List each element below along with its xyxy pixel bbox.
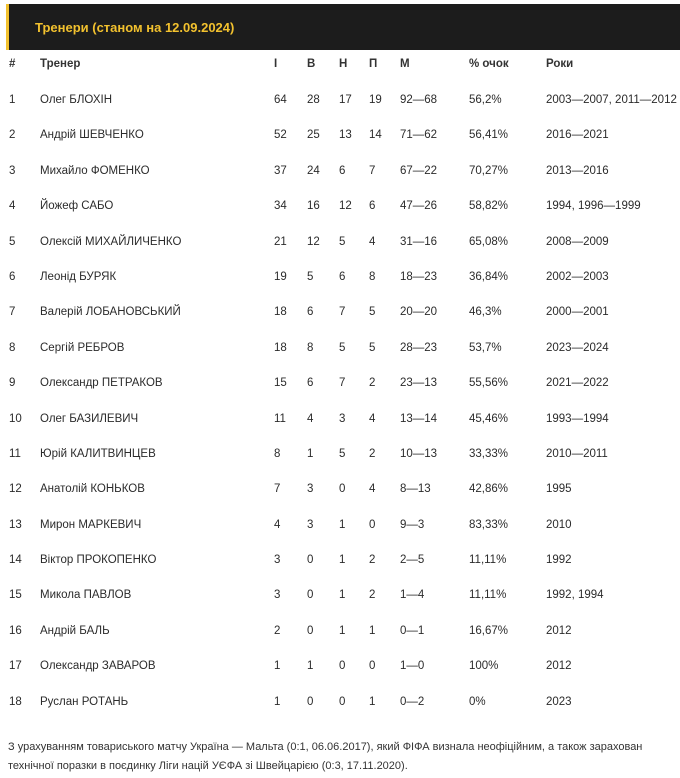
cell-coach: Мирон МАРКЕВИЧ — [40, 518, 142, 531]
cell-losses: 8 — [369, 270, 376, 283]
cell-wins: 6 — [307, 377, 314, 390]
cell-losses: 0 — [369, 518, 376, 531]
cell-draws: 5 — [339, 447, 346, 460]
cell-years: 2003—2007, 2011—2012 — [546, 94, 677, 106]
table-row — [0, 540, 680, 575]
cell-goals: 0—2 — [400, 695, 425, 708]
cell-wins: 0 — [307, 589, 314, 602]
cell-coach: Андрій БАЛЬ — [40, 624, 110, 637]
cell-games: 64 — [274, 94, 287, 106]
cell-losses: 4 — [369, 235, 376, 248]
cell-wins: 6 — [307, 306, 314, 319]
table-row — [0, 186, 680, 221]
cell-wins: 0 — [307, 695, 314, 708]
cell-goals: 13—14 — [400, 412, 438, 425]
cell-coach: Михайло ФОМЕНКО — [40, 164, 150, 177]
cell-wins: 12 — [307, 235, 320, 248]
cell-games: 18 — [274, 306, 287, 319]
cell-draws: 7 — [339, 306, 346, 319]
cell-coach: Олександр ЗАВАРОВ — [40, 660, 156, 673]
cell-draws: 5 — [339, 235, 346, 248]
table-row — [0, 292, 680, 327]
cell-losses: 4 — [369, 483, 376, 496]
column-header-coach: Тренер — [40, 58, 81, 70]
cell-points-pct: 65,08% — [469, 235, 509, 248]
cell-years: 2016—2021 — [546, 129, 609, 142]
cell-coach: Микола ПАВЛОВ — [40, 589, 132, 602]
footnote-line-2: технічної поразки в поєдинку Ліги націй УЄФА зі Швейцарією (0:3, 17.11.2020). — [8, 760, 408, 772]
column-header-row — [0, 46, 680, 80]
cell-wins: 28 — [307, 94, 320, 106]
cell-losses: 2 — [369, 589, 376, 602]
cell-goals: 20—20 — [400, 306, 438, 319]
cell-rank: 6 — [9, 270, 16, 283]
table-row — [0, 682, 680, 717]
cell-points-pct: 56,2% — [469, 94, 502, 106]
cell-rank: 10 — [9, 412, 22, 425]
table-row — [0, 80, 680, 115]
cell-coach: Йожеф САБО — [40, 200, 114, 213]
cell-games: 3 — [274, 589, 281, 602]
cell-losses: 1 — [369, 624, 376, 637]
cell-goals: 8—13 — [400, 483, 431, 496]
cell-losses: 0 — [369, 660, 376, 673]
table-row — [0, 646, 680, 681]
cell-years: 2021—2022 — [546, 377, 609, 390]
cell-years: 2012 — [546, 624, 572, 637]
cell-points-pct: 33,33% — [469, 447, 509, 460]
cell-coach: Андрій ШЕВЧЕНКО — [40, 129, 144, 142]
cell-rank: 15 — [9, 589, 22, 602]
cell-goals: 47—26 — [400, 200, 438, 213]
cell-goals: 0—1 — [400, 624, 425, 637]
cell-rank: 9 — [9, 377, 16, 390]
cell-games: 1 — [274, 695, 281, 708]
cell-years: 1992 — [546, 554, 572, 567]
cell-points-pct: 58,82% — [469, 200, 509, 213]
table-row — [0, 611, 680, 646]
cell-goals: 28—23 — [400, 341, 438, 354]
column-header-points-pct: % очок — [469, 58, 509, 70]
cell-rank: 12 — [9, 483, 22, 496]
cell-wins: 0 — [307, 624, 314, 637]
cell-goals: 1—4 — [400, 589, 425, 602]
cell-goals: 9—3 — [400, 518, 425, 531]
cell-points-pct: 83,33% — [469, 518, 509, 531]
cell-goals: 67—22 — [400, 164, 438, 177]
cell-wins: 4 — [307, 412, 314, 425]
cell-years: 2010 — [546, 518, 572, 531]
cell-games: 8 — [274, 447, 281, 460]
cell-wins: 8 — [307, 341, 314, 354]
cell-wins: 3 — [307, 518, 314, 531]
cell-coach: Руслан РОТАНЬ — [40, 695, 129, 708]
column-header-wins: В — [307, 58, 316, 70]
cell-points-pct: 42,86% — [469, 483, 509, 496]
cell-wins: 1 — [307, 447, 314, 460]
cell-draws: 6 — [339, 164, 346, 177]
cell-goals: 10—13 — [400, 447, 438, 460]
table-row — [0, 222, 680, 257]
cell-losses: 19 — [369, 94, 382, 106]
footnote-line-1: З урахуванням товариського матчу Україна — Мальта (0:1, 06.06.2017), який ФІФА визнала неофіційним, а також зарахован — [8, 741, 643, 753]
cell-goals: 2—5 — [400, 554, 425, 567]
cell-games: 37 — [274, 164, 287, 177]
table-row — [0, 363, 680, 398]
cell-coach: Анатолій КОНЬКОВ — [40, 483, 145, 496]
cell-points-pct: 56,41% — [469, 129, 509, 142]
cell-games: 21 — [274, 235, 287, 248]
cell-losses: 5 — [369, 341, 376, 354]
cell-points-pct: 36,84% — [469, 270, 509, 283]
cell-points-pct: 16,67% — [469, 624, 509, 637]
cell-rank: 18 — [9, 695, 22, 708]
coaches-table — [0, 46, 680, 717]
table-row — [0, 505, 680, 540]
cell-coach: Леонід БУРЯК — [40, 270, 117, 283]
cell-years: 2023 — [546, 695, 572, 708]
cell-rank: 4 — [9, 200, 16, 213]
cell-wins: 1 — [307, 660, 314, 673]
cell-points-pct: 11,11% — [469, 589, 507, 602]
cell-losses: 14 — [369, 129, 382, 142]
table-row — [0, 434, 680, 469]
cell-wins: 24 — [307, 164, 320, 177]
cell-years: 2000—2001 — [546, 306, 609, 319]
cell-points-pct: 11,11% — [469, 554, 507, 567]
cell-years: 2013—2016 — [546, 164, 609, 177]
column-header-draws: Н — [339, 58, 348, 70]
cell-draws: 1 — [339, 589, 346, 602]
cell-rank: 11 — [9, 447, 21, 460]
column-header-games: І — [274, 58, 278, 70]
cell-rank: 2 — [9, 129, 16, 142]
cell-losses: 1 — [369, 695, 376, 708]
column-header-losses: П — [369, 58, 378, 70]
cell-coach: Олексій МИХАЙЛИЧЕНКО — [40, 235, 182, 248]
cell-rank: 3 — [9, 164, 16, 177]
cell-coach: Валерій ЛОБАНОВСЬКИЙ — [40, 306, 181, 319]
cell-years: 2012 — [546, 660, 572, 673]
cell-draws: 1 — [339, 518, 346, 531]
cell-goals: 71—62 — [400, 129, 438, 142]
cell-wins: 5 — [307, 270, 314, 283]
cell-wins: 16 — [307, 200, 320, 213]
cell-draws: 1 — [339, 624, 346, 637]
cell-losses: 7 — [369, 164, 376, 177]
cell-years: 1995 — [546, 483, 572, 496]
cell-losses: 4 — [369, 412, 376, 425]
cell-points-pct: 53,7% — [469, 341, 502, 354]
cell-rank: 14 — [9, 554, 22, 567]
cell-rank: 17 — [9, 660, 22, 673]
column-header-goals: М — [400, 58, 410, 70]
cell-years: 1994, 1996—1999 — [546, 200, 641, 213]
cell-coach: Юрій КАЛИТВИНЦЕВ — [40, 447, 156, 460]
cell-games: 3 — [274, 554, 281, 567]
table-row — [0, 257, 680, 292]
cell-goals: 92—68 — [400, 94, 438, 106]
table-header-bar — [6, 4, 680, 50]
table-row — [0, 469, 680, 504]
cell-rank: 7 — [9, 306, 16, 319]
table-title: Тренери (станом на 12.09.2024) — [35, 20, 235, 35]
cell-losses: 5 — [369, 306, 376, 319]
cell-games: 34 — [274, 200, 287, 213]
cell-draws: 0 — [339, 660, 346, 673]
cell-points-pct: 55,56% — [469, 377, 509, 390]
cell-games: 4 — [274, 518, 281, 531]
cell-coach: Олег БЛОХІН — [40, 94, 113, 106]
cell-losses: 2 — [369, 554, 376, 567]
cell-draws: 6 — [339, 270, 346, 283]
cell-years: 1992, 1994 — [546, 589, 604, 602]
cell-games: 11 — [274, 412, 286, 425]
cell-draws: 1 — [339, 554, 346, 567]
table-row — [0, 115, 680, 150]
cell-goals: 23—13 — [400, 377, 438, 390]
cell-games: 15 — [274, 377, 287, 390]
footnote — [8, 738, 680, 776]
cell-draws: 3 — [339, 412, 346, 425]
cell-years: 2023—2024 — [546, 341, 609, 354]
cell-games: 52 — [274, 129, 287, 142]
cell-rank: 8 — [9, 341, 16, 354]
cell-games: 1 — [274, 660, 281, 673]
cell-coach: Олег БАЗИЛЕВИЧ — [40, 412, 139, 425]
cell-years: 2008—2009 — [546, 235, 609, 248]
cell-points-pct: 0% — [469, 695, 486, 708]
cell-draws: 0 — [339, 483, 346, 496]
cell-losses: 6 — [369, 200, 376, 213]
cell-years: 2002—2003 — [546, 270, 609, 283]
cell-years: 2010—2011 — [546, 447, 608, 460]
cell-draws: 0 — [339, 695, 346, 708]
cell-coach: Віктор ПРОКОПЕНКО — [40, 554, 157, 567]
cell-coach: Олександр ПЕТРАКОВ — [40, 377, 163, 390]
column-header-years: Роки — [546, 58, 574, 70]
cell-wins: 3 — [307, 483, 314, 496]
table-row — [0, 575, 680, 610]
cell-points-pct: 46,3% — [469, 306, 502, 319]
cell-games: 19 — [274, 270, 287, 283]
cell-rank: 1 — [9, 94, 16, 106]
cell-draws: 7 — [339, 377, 346, 390]
cell-games: 2 — [274, 624, 281, 637]
cell-games: 7 — [274, 483, 281, 496]
cell-draws: 5 — [339, 341, 346, 354]
cell-goals: 1—0 — [400, 660, 425, 673]
cell-rank: 13 — [9, 518, 22, 531]
cell-coach: Сергій РЕБРОВ — [40, 341, 125, 354]
cell-draws: 13 — [339, 129, 352, 142]
cell-years: 1993—1994 — [546, 412, 609, 425]
cell-draws: 12 — [339, 200, 352, 213]
cell-draws: 17 — [339, 94, 352, 106]
table-row — [0, 151, 680, 186]
cell-losses: 2 — [369, 447, 376, 460]
cell-goals: 31—16 — [400, 235, 438, 248]
cell-points-pct: 100% — [469, 660, 499, 673]
cell-points-pct: 45,46% — [469, 412, 509, 425]
table-row — [0, 399, 680, 434]
cell-wins: 0 — [307, 554, 314, 567]
cell-wins: 25 — [307, 129, 320, 142]
cell-rank: 16 — [9, 624, 22, 637]
cell-losses: 2 — [369, 377, 376, 390]
cell-rank: 5 — [9, 235, 16, 248]
cell-games: 18 — [274, 341, 287, 354]
cell-goals: 18—23 — [400, 270, 438, 283]
column-header-rank: # — [9, 58, 16, 70]
cell-points-pct: 70,27% — [469, 164, 509, 177]
table-row — [0, 328, 680, 363]
